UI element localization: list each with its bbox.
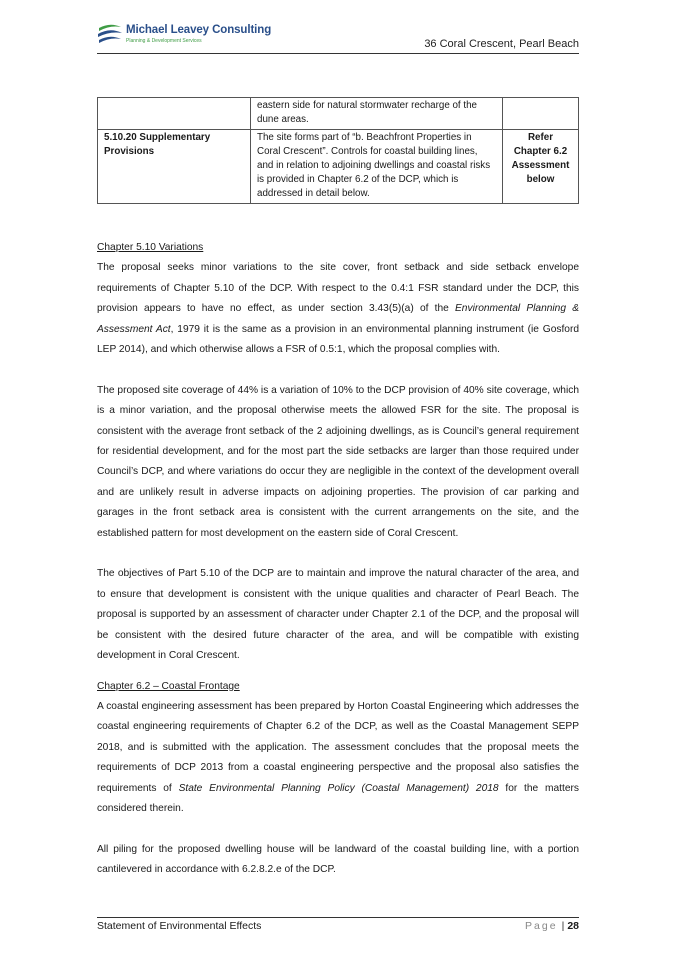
table-cell-provision [98,98,251,130]
table-cell-comment: The site forms part of “b. Beachfront Properties in Coral Crescent”. Controls for coastal building lines, and in relation to adjoining dwellings and coastal risks is provided in Chapter 6.2 of the DCP, which is addressed in detail below. [251,130,503,204]
header-divider [97,53,579,54]
section-heading-variations: Chapter 5.10 Variations [97,242,204,253]
page-number: 28 [567,920,579,932]
table-row [98,130,579,204]
swoosh-logo-icon [97,22,123,46]
page-label: Page [525,920,558,932]
paragraph: The objectives of Part 5.10 of the DCP are to maintain and improve the natural character of the area, and to ensure that development is consistent with the unique qualities and character of Pearl Beach. The proposal is supported by an assessment of character under Chapter 2.1 of the DCP, and the proposal will be consistent with the desired future character of the area, and will be compatible with existing development in Coral Crescent. [97,568,579,662]
page-separator: | [561,920,565,932]
page-indicator [525,920,579,932]
paragraph: The proposed site coverage of 44% is a variation of 10% to the DCP provision of 40% site coverage, which is a minor variation, and the proposal otherwise meets the allowed FSR for the site. The proposal is consistent with the average front setback of the 2 adjoining dwellings, as is Council’s general requirement for residential development, and for the most part the side setbacks are larger than those required under Council’s DCP, and where variations do occur they are negligible in the context of the development overall and are unlikely result in adverse impacts on adjoining properties. The provision of car parking and garages in the front setback area is consistent with the current arrangements on the site, and the established pattern for most development on the eastern side of Coral Crescent. [97,384,579,539]
paragraph [97,697,579,819]
paragraph-text: , 1979 it is the same as a provision in an environmental planning instrument (ie Gosford LEP 2014), and which otherwise allows a FSR of 0.5:1, which the proposal complies with. [97,323,580,356]
header-address: 36 Coral Crescent, Pearl Beach [424,38,579,50]
footer-divider [97,917,579,918]
section-heading-coastal: Chapter 6.2 – Coastal Frontage [97,680,240,692]
table-cell-provision: 5.10.20 Supplementary Provisions [98,130,251,204]
company-logo [97,22,287,48]
table-cell-compliance: Refer Chapter 6.2 Assessment below [503,130,579,204]
paragraph: All piling for the proposed dwelling house will be landward of the coastal building line, with a portion cantilevered in accordance with 6.2.8.2.e of the DCP. [97,843,579,876]
table-row [98,98,579,130]
paragraph [97,258,579,360]
provisions-table [97,97,579,204]
table-cell-comment: eastern side for natural stormwater recharge of the dune areas. [251,98,503,130]
footer-title: Statement of Environmental Effects [97,920,262,932]
paragraph-text: The proposal seeks minor variations to the site cover, front setback and side setback envelope requirements of Chapter 5.10 of the DCP. With respect to the 0.4:1 FSR standard under the DCP, this provision appears to have no effect, as under section 3.43(5)(a) of the [97,262,579,315]
paragraph-text: A coastal engineering assessment has been prepared by Horton Coastal Engineering which addresses the coastal engineering requirements of Chapter 6.2 of the DCP, as well as the Coastal Management SEPP 2018, and is submitted with the application. The assessment concludes that the proposal meets the requirements of DCP 2013 from a coastal engineering perspective and the proposal also satisfies the requirements of [97,700,579,794]
act-title: Environmental Planning & Assessment Act [97,303,579,335]
sepp-title: State Environmental Planning Policy (Coastal Management) 2018 [178,782,499,794]
table-cell-compliance [503,98,579,130]
company-tagline: Planning & Development Services [126,38,202,44]
paragraph-text: for the matters considered therein. [97,782,579,814]
body-content [97,238,579,901]
company-name: Michael Leavey Consulting [126,24,272,36]
